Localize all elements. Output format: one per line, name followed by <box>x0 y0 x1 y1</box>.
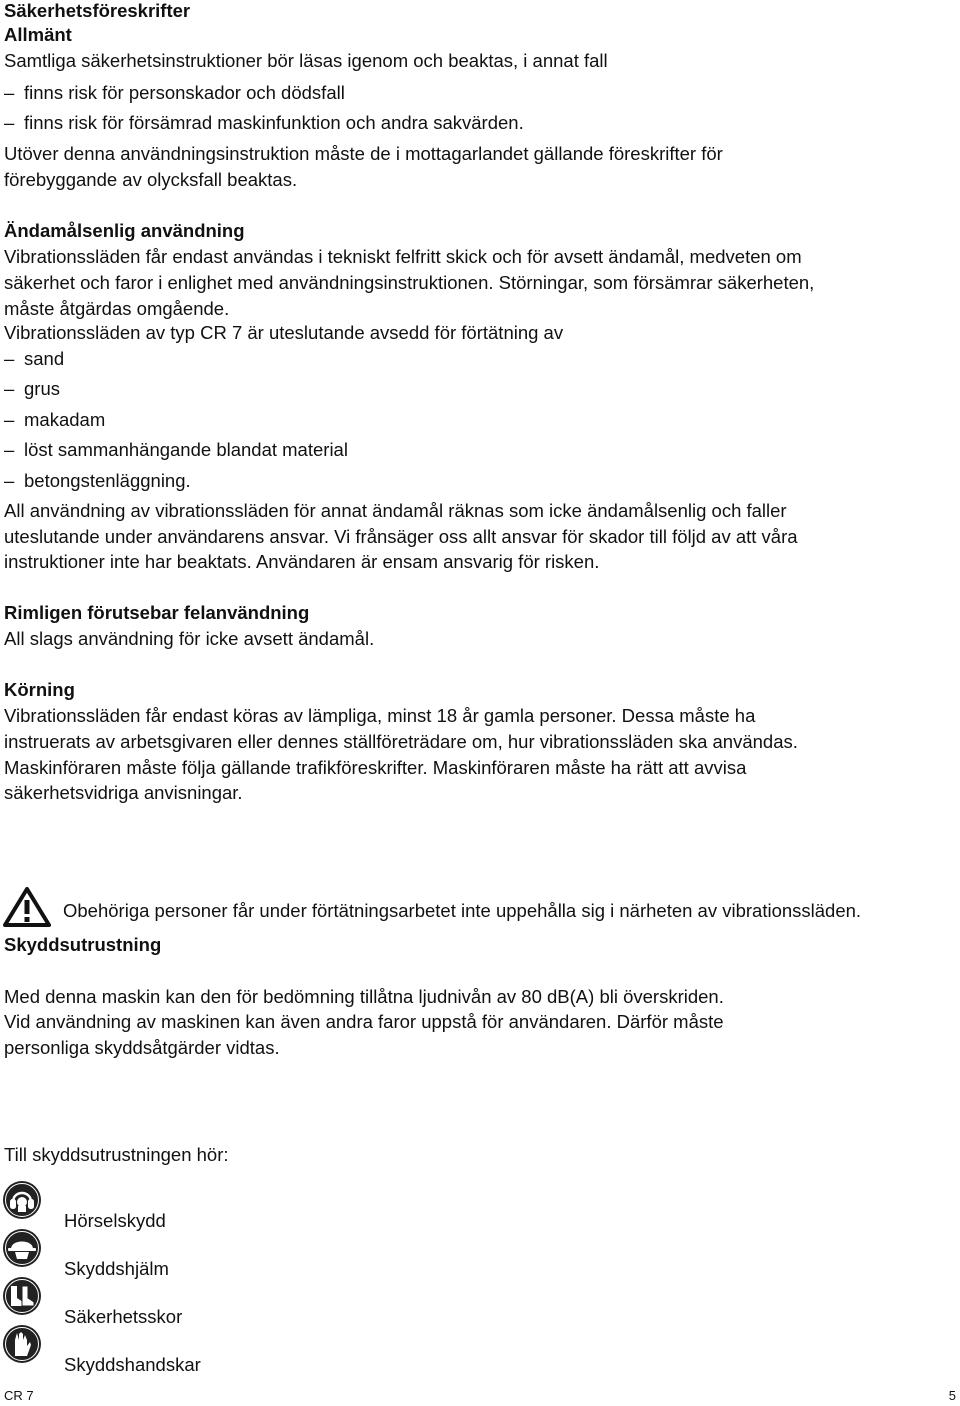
material-item: löst sammanhängande blandat material <box>24 439 348 460</box>
intended-use-text: All användning av vibrationssläden för annat ändamål räknas som icke ändamålsenlig och faller <box>4 500 787 521</box>
warning-triangle-icon <box>3 886 51 928</box>
dash-bullet: – <box>4 470 15 491</box>
dash-bullet: – <box>4 112 15 133</box>
section-heading-operation: Körning <box>4 679 75 700</box>
footer-model: CR 7 <box>4 1388 34 1403</box>
general-note-line: Utöver denna användningsinstruktion måste de i mottagarlandet gällande föreskrifter för <box>4 143 723 164</box>
operation-text: säkerhetsvidriga anvisningar. <box>4 782 243 803</box>
dash-bullet: – <box>4 82 15 103</box>
dash-bullet: – <box>4 439 15 460</box>
gloves-icon <box>2 1324 42 1364</box>
material-item: betongstenläggning. <box>24 470 191 491</box>
operation-text: Maskinföraren måste följa gällande trafikföreskrifter. Maskinföraren måste ha rätt att avvisa <box>4 757 747 778</box>
material-item: grus <box>24 378 60 399</box>
warning-text: Obehöriga personer får under förtätningsarbetet inte uppehålla sig i närheten av vibrationssläden. <box>63 900 862 921</box>
dash-bullet: – <box>4 348 15 369</box>
ppe-item-label: Säkerhetsskor <box>64 1305 183 1327</box>
risk-item: finns risk för personskador och dödsfall <box>24 82 345 103</box>
material-item: sand <box>24 348 65 369</box>
ppe-item-label: Skyddshjälm <box>64 1257 169 1279</box>
page-title: Säkerhetsföreskrifter <box>4 0 191 21</box>
ppe-item-label: Skyddshandskar <box>64 1353 201 1375</box>
protective-text: personliga skyddsåtgärder vidtas. <box>4 1037 280 1058</box>
intended-use-text: säkerhet och faror i enlighet med användningsinstruktionen. Störningar, som försämrar säkerheten, <box>4 272 815 293</box>
risk-item: finns risk för försämrad maskinfunktion och andra sakvärden. <box>24 112 524 133</box>
intended-use-text: Vibrationssläden får endast användas i tekniskt felfritt skick och för avsett ändamål, medveten om <box>4 246 802 267</box>
general-note-line: förebyggande av olycksfall beaktas. <box>4 169 298 190</box>
protective-text: Med denna maskin kan den för bedömning tillåtna ljudnivån av 80 dB(A) bli överskriden. <box>4 986 724 1007</box>
intended-use-text: måste åtgärdas omgående. <box>4 298 230 319</box>
ppe-item-label: Hörselskydd <box>64 1209 166 1231</box>
section-heading-intended-use: Ändamålsenlig användning <box>4 220 245 241</box>
section-heading-misuse: Rimligen förutsebar felanvändning <box>4 602 310 623</box>
intended-use-text: Vibrationssläden av typ CR 7 är uteslutande avsedd för förtätning av <box>4 322 564 343</box>
general-intro: Samtliga säkerhetsinstruktioner bör läsas igenom och beaktas, i annat fall <box>4 50 608 71</box>
helmet-icon <box>2 1228 42 1268</box>
material-item: makadam <box>24 409 106 430</box>
safety-boots-icon <box>2 1276 42 1316</box>
page-number: 5 <box>948 1388 956 1403</box>
misuse-text: All slags användning för icke avsett ändamål. <box>4 628 375 649</box>
ppe-list-intro: Till skyddsutrustningen hör: <box>4 1144 229 1165</box>
intended-use-text: instruktioner inte har beaktats. Användaren är ensam ansvarig för risken. <box>4 551 600 572</box>
protective-text: Vid användning av maskinen kan även andra faror uppstå för användaren. Därför måste <box>4 1011 724 1032</box>
section-heading-protective-equipment: Skyddsutrustning <box>4 934 162 955</box>
intended-use-text: uteslutande under användarens ansvar. Vi frånsäger oss allt ansvar för skador till följd av att våra <box>4 526 798 547</box>
operation-text: Vibrationssläden får endast köras av lämpliga, minst 18 år gamla personer. Dessa måste ha <box>4 705 756 726</box>
section-heading-general: Allmänt <box>4 24 72 45</box>
dash-bullet: – <box>4 378 15 399</box>
operation-text: instruerats av arbetsgivaren eller dennes ställföreträdare om, hur vibrationssläden ska användas. <box>4 731 798 752</box>
ear-protection-icon <box>2 1180 42 1220</box>
dash-bullet: – <box>4 409 15 430</box>
